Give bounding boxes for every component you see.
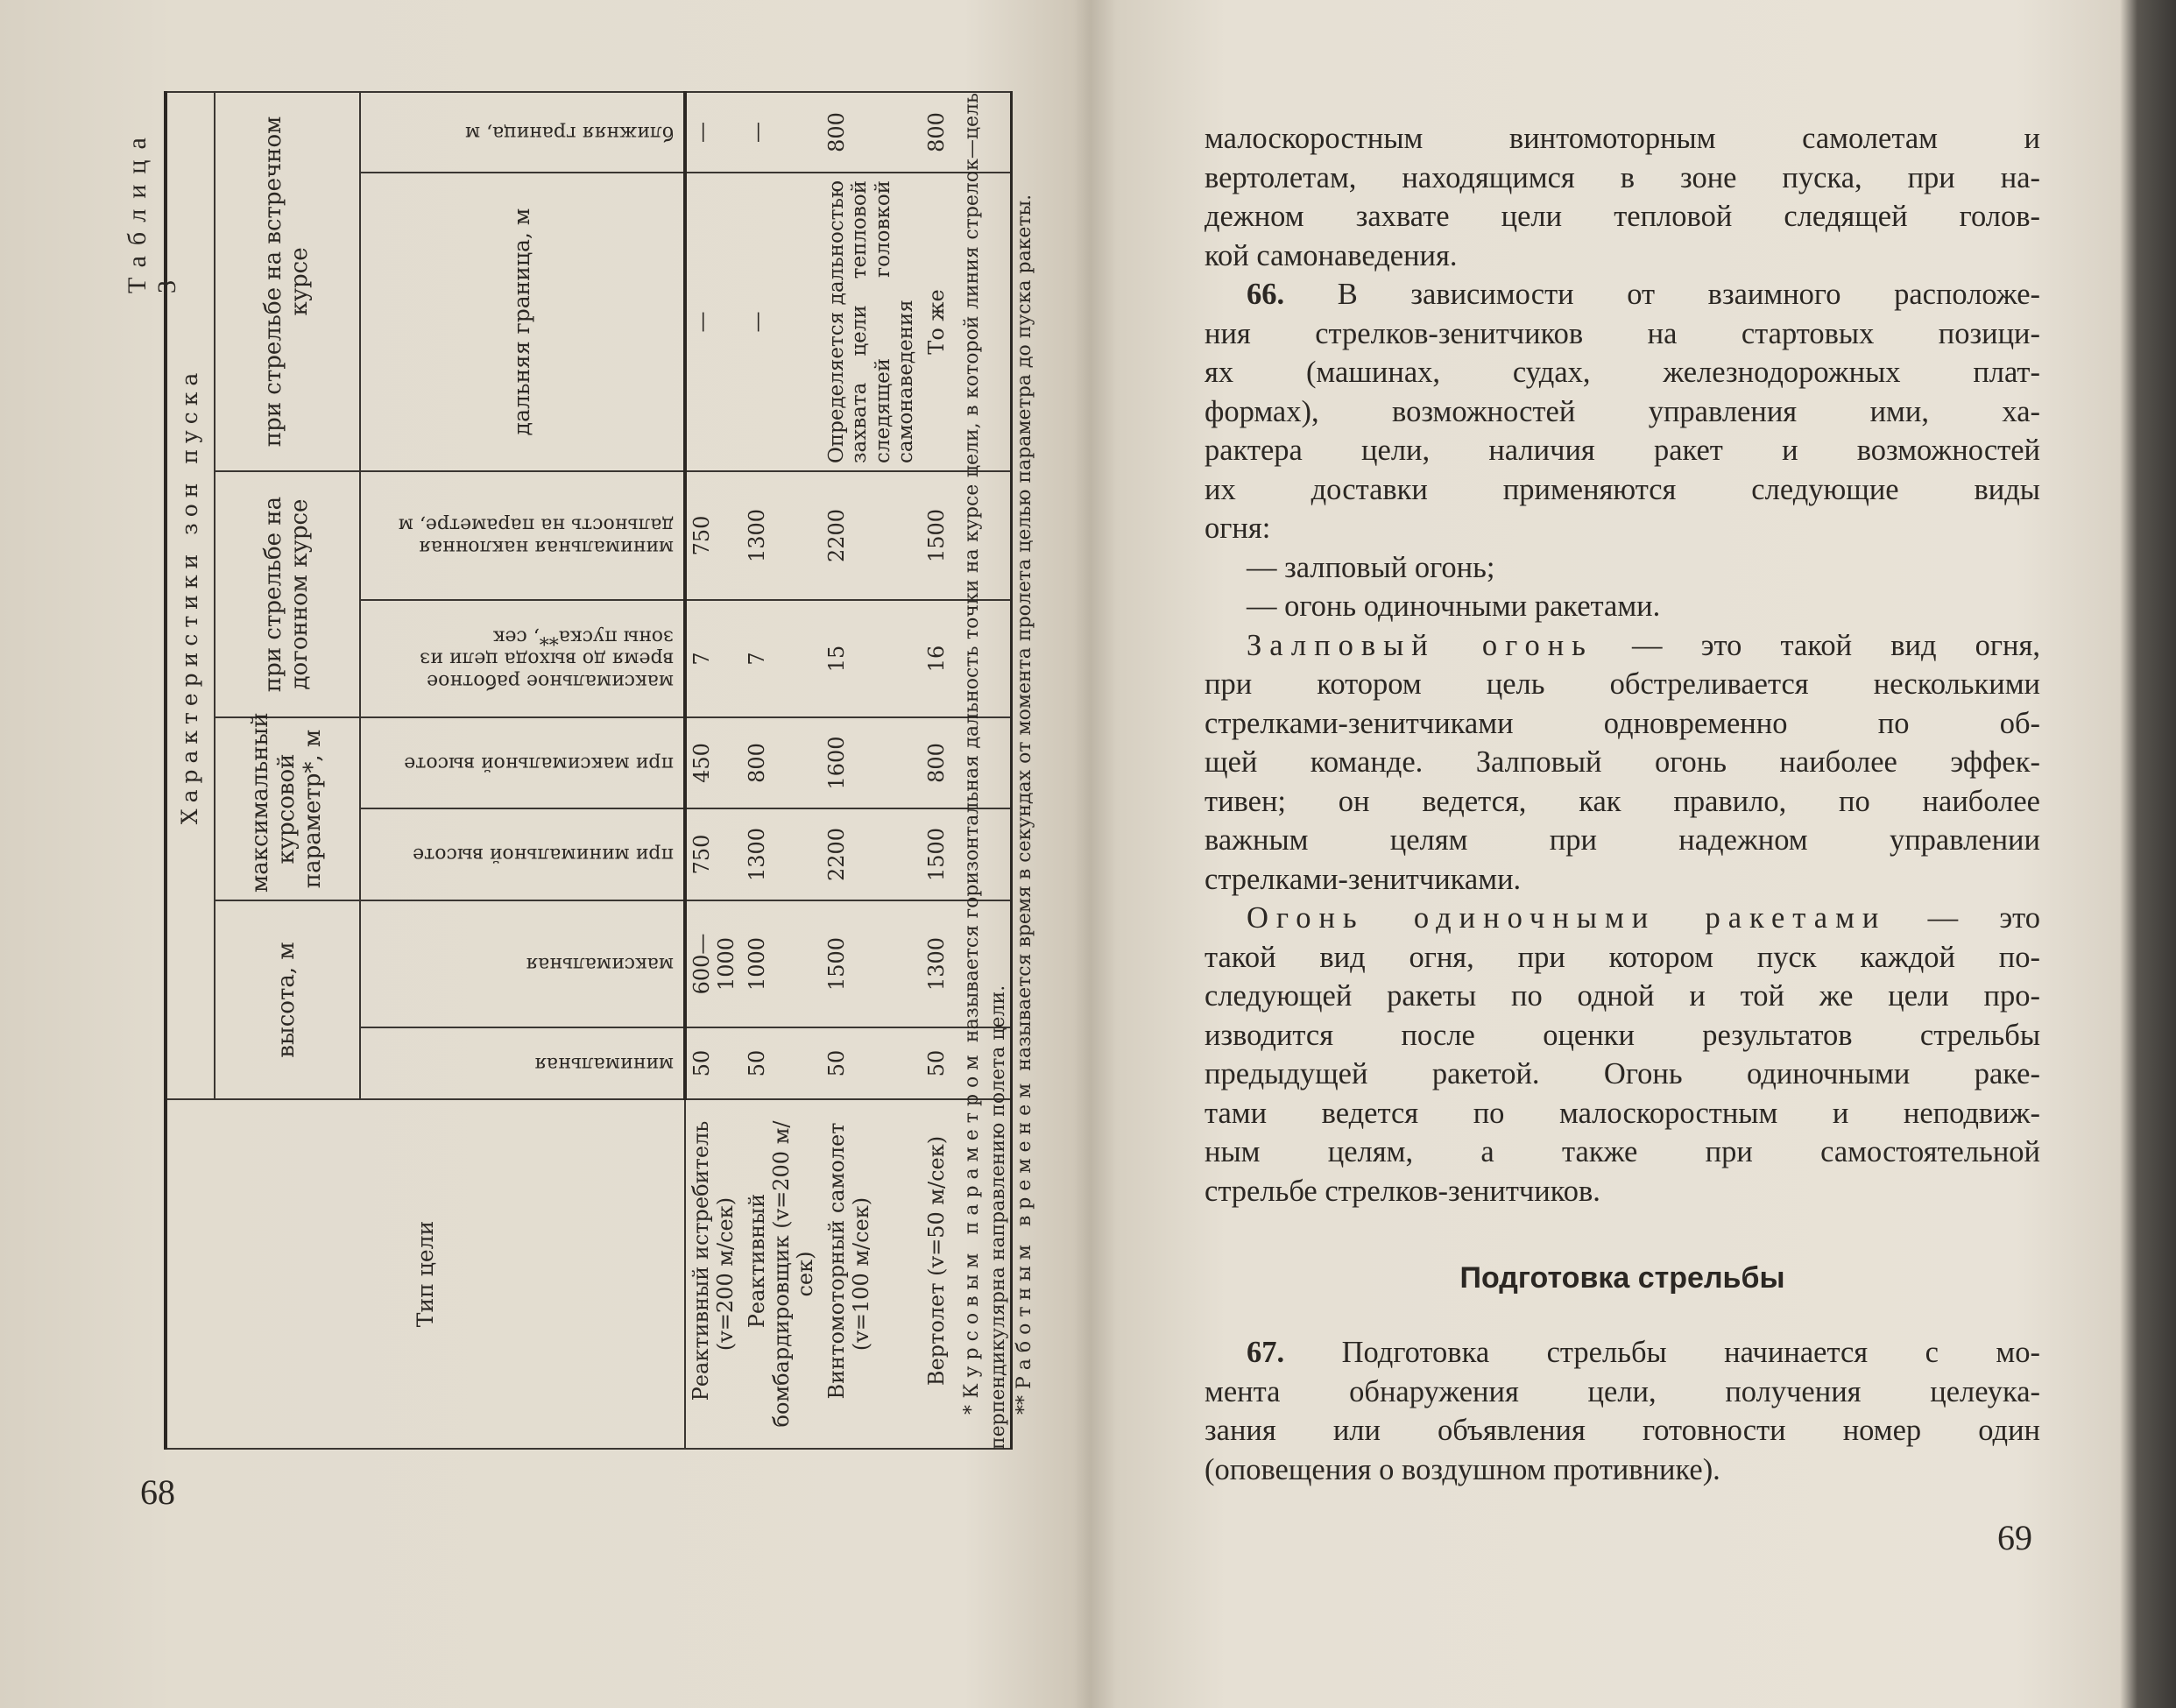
text-segment: изводится после оценки результатов стрельбы: [1205, 1018, 2040, 1052]
target-type-cell: Винтомоторный самолет (v=100 м/сек): [822, 1099, 922, 1449]
footnote-text: называется время в секундах от момента пролета целью параметра до пуска ракеты.: [1014, 194, 1035, 1071]
text-line: [1205, 782, 2040, 822]
value-cell: 1300: [922, 900, 1012, 1027]
text-segment: дежном захвате цели тепловой следящей голов-: [1205, 200, 2040, 233]
text-line: [1205, 392, 2040, 432]
footnote-mark: *: [961, 1405, 983, 1415]
text-segment: огня:: [1205, 512, 1271, 545]
value-cell: 800: [922, 717, 1012, 808]
text-segment: кой самонаведения.: [1205, 238, 1458, 272]
text-line: [1205, 1333, 2040, 1373]
value-cell: 1500: [922, 808, 1012, 900]
text-segment: (оповещения о воздушном противнике).: [1205, 1452, 1720, 1486]
text-segment: тами ведется по малоскоростным и неподвиж-: [1205, 1096, 2040, 1130]
value-cell: —: [742, 173, 822, 471]
text-line: [1205, 1373, 2040, 1412]
text-line: [1205, 1133, 2040, 1172]
text-line: [1205, 275, 2040, 314]
paragraph-number: 66.: [1247, 278, 1285, 311]
text-segment: ным целям, а также при самостоятельной: [1205, 1135, 2040, 1168]
value-cell: 2200: [822, 808, 922, 900]
text-segment: предыдущей ракетой. Огонь одиночными раке-: [1205, 1057, 2040, 1090]
subheader-label: ближняя граница, м: [465, 121, 675, 144]
value-cell: 7: [685, 600, 742, 717]
subheader-cell: [360, 808, 685, 900]
text-segment: — это: [1886, 901, 2040, 935]
text-line: [1205, 1411, 2040, 1450]
page-number-right: 69: [1997, 1518, 2032, 1557]
subheader-cell: [360, 717, 685, 808]
text-segment: вертолетам, находящимся в зоне пуска, при на-: [1205, 160, 2040, 194]
text-segment: ях (машинах, судах, железнодорожных плат-: [1205, 356, 2040, 389]
text-line: [1205, 938, 2040, 978]
term-spaced: Огонь одиночными ракетами: [1247, 901, 1887, 935]
value-cell: 50: [922, 1027, 1012, 1099]
text-line: [1205, 743, 2040, 782]
text-line: [1205, 1016, 2040, 1055]
text-line: [1205, 236, 2040, 276]
header-height: высота, м: [215, 900, 360, 1099]
text-line: [1205, 626, 2040, 666]
value-cell: 7: [742, 600, 822, 717]
subheader-label: минимальная: [534, 1052, 675, 1075]
text-line: [1205, 1172, 2040, 1211]
text-line: [1205, 665, 2040, 704]
footnote: [1012, 93, 1038, 1450]
value-cell: 1500: [922, 471, 1012, 600]
header-headon: при стрельбе на встречном курсе: [215, 92, 360, 471]
text-line: [1205, 470, 2040, 510]
header-course-param: максимальный курсовой параметр*, м: [215, 717, 360, 900]
text-line: [1205, 821, 2040, 860]
value-cell: 750: [685, 808, 742, 900]
text-segment: щей команде. Залповый огонь наиболее эффек-: [1205, 745, 2040, 779]
text-line: [1205, 548, 2040, 588]
text-line: [1205, 197, 2040, 236]
subheader-cell: [360, 600, 685, 717]
footnote: [959, 93, 1012, 1450]
text-segment: В зависимости от взаимного расположе-: [1284, 278, 2040, 311]
text-segment: тивен; он ведется, как правило, по наиболее: [1205, 784, 2040, 818]
page-number-left: 68: [140, 1472, 175, 1512]
text-segment: формах), возможностей управления ими, ха-: [1205, 394, 2040, 428]
text-segment: их доставки применяются следующие виды: [1205, 472, 2040, 506]
subheader-label: при минимальной высоте: [413, 843, 675, 866]
launch-zone-table: [164, 91, 1013, 1450]
text-segment: стрелками-зенитчиками одновременно по об-: [1205, 706, 2040, 740]
header-pursuit: при стрельбе на догонном курсе: [215, 471, 360, 717]
table-title: Таблица 3: [123, 127, 181, 293]
table-row: [685, 92, 742, 1449]
value-cell: 450: [685, 717, 742, 808]
subheader-cell: [360, 1027, 685, 1099]
text-segment: следующей ракеты по одной и той же цели про-: [1205, 979, 2040, 1013]
value-cell: 600—1000: [685, 900, 742, 1027]
subheader-label: максимальная: [526, 953, 675, 976]
term-spaced: Залповый огонь: [1247, 628, 1593, 662]
footnote-term: Курсовым параметром: [961, 1048, 983, 1399]
text-segment: рактера цели, наличия ракет и возможностей: [1205, 434, 2040, 467]
value-cell: 15: [822, 600, 922, 717]
text-segment: стрельбе стрелков-зенитчиков.: [1205, 1174, 1600, 1208]
paragraph-number: 67.: [1247, 1336, 1285, 1369]
text-line: [1205, 704, 2040, 744]
text-segment: стрелками-зенитчиками.: [1205, 862, 1522, 896]
subheader-label: минимальная наклонная дальность на параметре, м: [399, 513, 675, 558]
value-cell: 50: [742, 1027, 822, 1099]
value-cell: 1300: [742, 471, 822, 600]
text-segment: зания или объявления готовности номер один: [1205, 1414, 2040, 1447]
subheader-cell: [360, 173, 685, 471]
value-cell: 16: [922, 600, 1012, 717]
value-cell: 50: [822, 1027, 922, 1099]
footnote-mark: **: [1014, 1395, 1035, 1415]
text-line: [1205, 119, 2040, 159]
rotated-table-block: [123, 93, 1051, 1450]
section-heading: Подготовка стрельбы: [1459, 1261, 1785, 1295]
text-line: [1205, 899, 2040, 938]
subheader-label: максимальное работное время до выхода цели из зоны пуска**, сек: [420, 625, 675, 692]
value-cell: 750: [685, 471, 742, 600]
footnote-term: Работным временем: [1014, 1076, 1035, 1389]
text-line: [1205, 431, 2040, 470]
value-cell: 1000: [742, 900, 822, 1027]
right-page-text-2: [1205, 1333, 2040, 1489]
text-line: [1205, 977, 2040, 1016]
value-cell: 50: [685, 1027, 742, 1099]
table-row: [822, 92, 922, 1449]
subheader-cell: [360, 900, 685, 1027]
target-type-cell: Реактивный истребитель (v=200 м/сек): [685, 1099, 742, 1449]
text-segment: Подготовка стрельбы начинается с мо-: [1284, 1336, 2040, 1369]
text-line: [1205, 353, 2040, 392]
target-type-cell: Реактивный бомбардировщик (v=200 м/сек): [742, 1099, 822, 1449]
table-row: [742, 92, 822, 1449]
text-line: [1205, 509, 2040, 548]
text-segment: мента обнаружения цели, получения целеука-: [1205, 1374, 2040, 1408]
text-segment: при котором цель обстреливается несколькими: [1205, 667, 2040, 701]
text-segment: важным целям при надежном управлении: [1205, 823, 2040, 857]
value-cell: —: [685, 173, 742, 471]
footnotes: [959, 93, 1038, 1450]
value-cell: 800: [922, 92, 1012, 173]
text-line: [1205, 1094, 2040, 1133]
target-type-cell: Вертолет (v=50 м/сек): [922, 1099, 1012, 1449]
value-cell: 800: [742, 717, 822, 808]
text-segment: ния стрелков-зенитчиков на стартовых позици-: [1205, 316, 2040, 350]
value-cell: 1500: [822, 900, 922, 1027]
header-characteristics: Характеристики зон пуска: [166, 92, 215, 1099]
header-target-type: Тип цели: [166, 1099, 685, 1449]
text-line: [1205, 860, 2040, 900]
subheader-label: при максимальной высоте: [404, 752, 675, 774]
value-cell: Определяется дальностью захвата цели тепловой следящей головкой самонаведения: [822, 173, 922, 471]
text-segment: — огонь одиночными ракетами.: [1247, 589, 1661, 623]
value-cell: 1600: [822, 717, 922, 808]
value-cell: То же: [922, 173, 1012, 471]
value-cell: 2200: [822, 471, 922, 600]
text-line: [1205, 1450, 2040, 1490]
text-line: [1205, 314, 2040, 354]
text-line: [1205, 587, 2040, 626]
value-cell: 800: [822, 92, 922, 173]
text-line: [1205, 159, 2040, 198]
text-segment: такой вид огня, при котором пуск каждой по-: [1205, 940, 2040, 974]
subheader-cell: [360, 92, 685, 173]
right-page-text: [1205, 119, 2040, 1210]
subheader-label: дальняя граница, м: [508, 208, 534, 436]
subheader-cell: [360, 471, 685, 600]
value-cell: 1300: [742, 808, 822, 900]
value-cell: —: [685, 92, 742, 173]
text-segment: — залповый огонь;: [1247, 550, 1495, 584]
text-segment: малоскоростным винтомоторным самолетам и: [1205, 122, 2040, 155]
footnote-text: называется горизонтальная дальность точки на курсе цели, в которой линия стрелок—цель перпендикулярна направлению полета цели.: [961, 92, 1009, 1450]
value-cell: —: [742, 92, 822, 173]
text-segment: — это такой вид огня,: [1593, 628, 2040, 662]
text-line: [1205, 1055, 2040, 1094]
